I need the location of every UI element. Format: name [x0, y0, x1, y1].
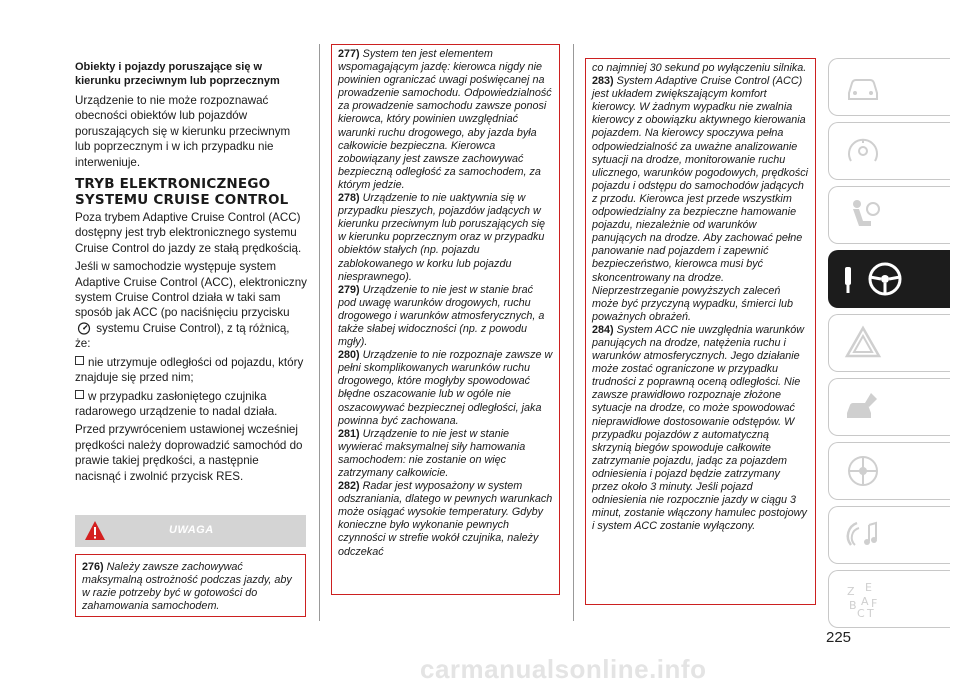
svg-text:A: A: [861, 595, 869, 608]
paragraph: Przed przywróceniem ustawionej wcześniej prędkości należy doprowadzić samochód do prawie takiej prędkości, a następnie nacisnąć i zwolnić przycisk RES.: [75, 423, 303, 483]
main-text-column: [75, 60, 307, 487]
note-number: 276): [82, 561, 104, 573]
note-279: [338, 284, 553, 349]
note-278: [338, 192, 553, 284]
note-number: 278): [338, 192, 360, 205]
note-280: [338, 349, 553, 428]
tab-index[interactable]: [828, 570, 950, 628]
tab-dashboard[interactable]: [828, 122, 950, 180]
index-letters-icon: [843, 579, 883, 619]
note-text: Urządzenie to nie jest w stanie wywierać maksymalnej siły hamowania samochodem: nie zostanie on więc zatrzymany całkowicie.: [338, 427, 526, 479]
section-subheading: Obiekty i pojazdy poruszające się w kierunku przeciwnym lub poprzecznym: [75, 61, 280, 87]
section-heading: TRYB ELEKTRONICZNEGO SYSTEMU CRUISE CONTROL: [75, 176, 289, 209]
svg-text:F: F: [871, 597, 878, 610]
note-282: [338, 480, 553, 559]
tab-technical-data[interactable]: [828, 442, 950, 500]
dashboard-lights-icon: [843, 131, 883, 171]
technical-data-icon: [843, 451, 883, 491]
list-item: [75, 355, 307, 386]
note-number: 283): [592, 75, 614, 88]
tab-safety[interactable]: [828, 186, 950, 244]
paragraph: Poza trybem Adaptive Cruise Control (ACC) dostępny jest tryb elektronicznego systemu Cruise Control do jazdy ze stałą prędkością.: [75, 211, 302, 255]
warning-note-box: [75, 554, 306, 617]
note-283: [592, 75, 809, 324]
note-text: Urządzenie to nie rozpoznaje zawsze w pełni skomplikowanych warunków ruchu drogowego, które mogłyby spowodować błędne oszacowanie lub w ogóle nie oszacowywać bezpiecznej odległości, jaka powinna być zachowana.: [338, 349, 553, 427]
note-284: [592, 324, 809, 534]
note-text: System Adaptive Cruise Control (ACC) jest układem zwiększającym komfort kierowcy. W żadnym wypadku nie zwalnia kierowcy z obowiązku aktywnego kierowania pojazdem. Na kierowcy spoczywa pełna odpowiedzialność za uważne analizowanie sytuacji na drodze, monitorowanie ruchu ulicznego, warunków pogodowych, prędkości pojazdu i odstępu do samochodów jadących z przodu. Kierowca jest przede wszystkim odpowiedzialny za bezpieczne hamowanie pojazdu, niezależnie od warunków panujących na drodze. Aby zachować pełne panowanie nad pojazdem i zapewnić bezpieczeństwo, kierowca musi być skoncentrowany na drodze. Nieprzestrzeganie powyższych zaleceń może być przyczyną wypadku, śmierci lub poważnych obrażeń.: [592, 75, 809, 323]
seat-airbag-icon: [843, 195, 883, 235]
tab-maintenance[interactable]: [828, 378, 950, 436]
note-number: 280): [338, 349, 360, 362]
svg-text:Z: Z: [847, 585, 855, 598]
note-number: 277): [338, 48, 360, 60]
checkbox-bullet-icon: [75, 390, 84, 399]
checkbox-bullet-icon: [75, 356, 84, 365]
tab-emergency[interactable]: [828, 314, 950, 372]
page-number: 225: [826, 629, 852, 646]
note-text: System ACC nie uwzględnia warunków panujących na drodze, natężenia ruchu i warunków atmosferycznych. Jego działanie może zostać ograniczone w przypadku trudności z poprawną oceną odległości. Nie zawsze prawidłowo rozpoznaje złożone sytuacje na drodze, co może spowodować nieprawidłowe dostosowanie odstępów. W przypadku pojazdów z automatyczną skrzynią biegów spowoduje całkowite zatrzymanie pojazdu, jadąc za pojazdem odniesienia i pojazd będzie zatrzymany przez około 3 minuty. Jeśli pojazd odniesienia nie rozpocznie jazdy w ciągu 3 minut, zostanie włączony hamulec postojowy i system ACC zostanie wyłączony.: [592, 323, 807, 533]
svg-text:C: C: [857, 607, 865, 619]
note-number: 281): [338, 427, 360, 440]
svg-text:T: T: [867, 607, 874, 619]
tab-car-overview[interactable]: [828, 58, 950, 116]
warning-header: [75, 515, 306, 547]
notes-box-middle: [331, 44, 560, 595]
list-item-text: w przypadku zasłoniętego czujnika radarowego urządzenie to nadal działa.: [75, 389, 278, 418]
warning-triangle-icon: [843, 323, 883, 363]
paragraph-part: Jeśli w samochodzie występuje system Adaptive Cruise Control (ACC), elektroniczny system Cruise Control działa w taki sam sposób jak ACC (po naciśnięciu przycisku: [75, 260, 307, 320]
note-281: [338, 428, 553, 480]
warning-title: UWAGA: [169, 524, 214, 536]
note-276: [82, 561, 299, 613]
cruise-control-icon: [77, 321, 91, 335]
car-wrench-icon: [843, 387, 883, 427]
list-item-text: nie utrzymuje odległości od pojazdu, który znajduje się przed nim;: [75, 355, 304, 385]
warning-triangle-icon: [84, 520, 106, 542]
note-text: Radar jest wyposażony w system odszraniania, dlatego w pewnych warunkach może osiągać wysokie temperatury. Gdyby konieczne było wykonanie pewnych czynności w strefie wokół czujnika, należy odczekać: [338, 480, 553, 558]
note-text: System ten jest elementem wspomagającym jazdę: kierowca nigdy nie powinien ograniczać uwagi poświęcanej na prowadzenie samochodu. Odpowiedzialność za prowadzenie samochodu zawsze ponosi kierowca, który powinien uwzględniać warunki ruchu drogowego, aby jazda była całkowicie bezpieczna. Kierowca zobowiązany jest zawsze zachowywać bezpieczną odległość za samochodem, za którym jedzie.: [338, 48, 552, 191]
note-277: [338, 48, 553, 192]
note-number: 282): [338, 480, 360, 493]
watermark: carmanualsonline.info: [420, 654, 707, 684]
list-item: [75, 389, 307, 420]
paragraph-part: systemu Cruise Control), z tą różnicą, że:: [75, 321, 290, 351]
note-number: 284): [592, 323, 614, 336]
column-divider: [573, 44, 574, 621]
tab-multimedia[interactable]: [828, 506, 950, 564]
paragraph: [75, 259, 307, 351]
note-text: Urządzenie to nie jest w stanie brać pod uwagę warunków drogowych, ruchu drogowego i warunków atmosferycznych, a także słabej widoczności (np. z powodu mgły).: [338, 283, 545, 349]
note-282-continued: co najmniej 30 sekund po wyłączeniu silnika.: [592, 62, 807, 74]
note-text: Należy zawsze zachowywać maksymalną ostrożność podczas jazdy, aby w razie potrzeby być w gotowości do zahamowania samochodem.: [82, 561, 292, 613]
tab-starting-driving[interactable]: [828, 250, 950, 308]
note-number: 279): [338, 283, 360, 296]
paragraph: Urządzenie to nie może rozpoznawać obecności obiektów lub pojazdów poruszających się w kierunku przeciwnym lub poprzecznym i w ich przypadku nie interweniuje.: [75, 94, 291, 169]
column-divider: [319, 44, 320, 621]
notes-box-right: [585, 58, 816, 605]
note-text: Urządzenie to nie uaktywnia się w przypadku pieszych, pojazdów jadących w kierunku przeciwnym lub poruszających się w kierunku poprzecznym oraz w przypadku obiektów stałych (np. pojazdu zablokowanego w korku lub pojazdu niesprawnego).: [338, 192, 546, 283]
svg-text:E: E: [865, 581, 872, 594]
svg-text:B: B: [849, 599, 857, 612]
car-front-icon: [843, 67, 883, 107]
multimedia-icon: [843, 515, 883, 555]
key-steering-wheel-icon: [843, 259, 913, 299]
